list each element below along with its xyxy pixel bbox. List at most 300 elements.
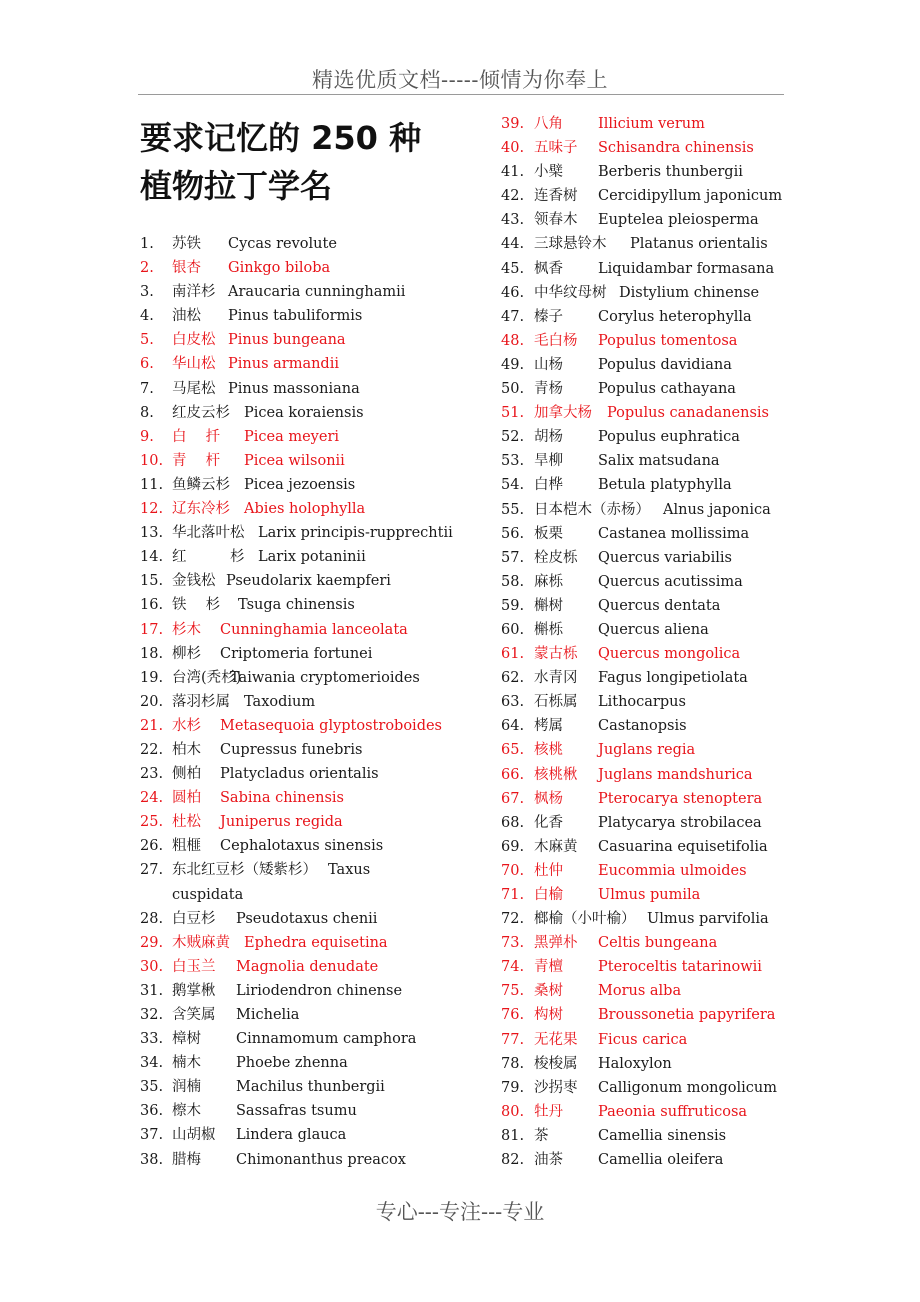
title-line-2: 植物拉丁学名 [140, 167, 333, 205]
plant-list-item [501, 690, 801, 714]
plant-list-item [501, 449, 801, 473]
latin-name: Betula platyphylla [598, 477, 732, 494]
plant-list-item [501, 979, 801, 1003]
chinese-name: 五味子 [534, 140, 578, 157]
chinese-name: 杉木 [172, 621, 201, 638]
chinese-name: 石栎属 [534, 694, 578, 711]
plant-list-item [140, 1003, 470, 1027]
item-number: 41. [501, 164, 525, 181]
plant-list-item [140, 304, 470, 328]
chinese-name: 榔榆（小叶榆） [534, 911, 636, 928]
latin-name: Cupressus funebris [220, 741, 363, 758]
plant-list-item [140, 1075, 470, 1099]
chinese-name: 侧柏 [172, 766, 201, 783]
latin-name: Ulmus pumila [598, 887, 701, 903]
plant-list-item [140, 1123, 470, 1147]
item-number: 40. [501, 140, 525, 157]
item-number: 35. [140, 1079, 164, 1096]
item-number: 70. [501, 862, 525, 879]
item-number: 14. [140, 549, 164, 566]
latin-name: Pseudolarix kaempferi [226, 573, 391, 590]
item-number: 43. [501, 212, 525, 229]
latin-name: Ulmus parvifolia [647, 911, 769, 928]
plant-list-item [501, 232, 801, 256]
latin-name: Liriodendron chinense [236, 982, 403, 999]
plant-list-item [140, 834, 470, 858]
latin-name: Castanopsis [598, 718, 687, 735]
item-number: 19. [140, 669, 164, 686]
latin-name: Celtis bungeana [598, 935, 718, 952]
chinese-name: 油松 [172, 308, 201, 325]
plant-list-item [501, 594, 801, 618]
chinese-name: 梭梭属 [534, 1055, 578, 1072]
latin-name: Machilus thunbergii [236, 1079, 385, 1096]
chinese-name: 鱼鳞云杉 [172, 476, 230, 493]
chinese-name: 红皮云杉 [172, 404, 230, 421]
chinese-name: 连香树 [534, 188, 578, 205]
plant-list-item [501, 714, 801, 738]
chinese-name: 胡杨 [534, 429, 563, 446]
item-number: 51. [501, 405, 525, 422]
latin-name: Eucommia ulmoides [598, 862, 747, 879]
latin-name: Pseudotaxus chenii [236, 910, 378, 927]
latin-name: Sabina chinensis [220, 790, 344, 807]
chinese-name: 白玉兰 [172, 958, 216, 975]
latin-name: Paeonia suffruticosa [598, 1103, 748, 1120]
latin-name: Calligonum mongolicum [598, 1079, 778, 1096]
plant-list-item [501, 112, 801, 136]
chinese-name: 加拿大杨 [534, 405, 592, 422]
item-number: 26. [140, 838, 164, 855]
item-number: 71. [501, 887, 525, 903]
latin-name: Sassafras tsumu [236, 1103, 357, 1120]
plant-list-item [140, 256, 470, 280]
chinese-name: 苏铁 [172, 236, 201, 252]
item-number: 74. [501, 959, 525, 976]
chinese-name: 牡丹 [534, 1103, 563, 1120]
latin-name: Alnus japonica [663, 501, 771, 518]
plant-list-item [140, 979, 470, 1003]
latin-name: Pinus massoniana [228, 380, 360, 397]
plant-list-item [501, 883, 801, 907]
latin-name: Cercidipyllum japonicum [598, 188, 783, 205]
item-number: 54. [501, 477, 525, 494]
latin-name: Quercus aliena [598, 621, 709, 638]
latin-name: Haloxylon [598, 1055, 672, 1072]
chinese-name: 板栗 [534, 525, 563, 542]
item-number: 27. [140, 862, 164, 879]
item-number: 60. [501, 621, 525, 638]
chinese-name: 毛白杨 [534, 332, 578, 349]
plant-list-item [501, 401, 801, 425]
item-number: 12. [140, 501, 164, 518]
item-number: 8. [140, 404, 154, 421]
plant-list-item [501, 305, 801, 329]
latin-name: Camellia oleifera [598, 1152, 724, 1169]
plant-list-item [501, 1028, 801, 1052]
plant-list-item [501, 859, 801, 883]
page-header: 精选优质文档-----倾情为你奉上 [312, 68, 608, 92]
latin-name: Euptelea pleiosperma [598, 212, 759, 229]
chinese-name: 柏木 [172, 741, 201, 758]
left-plant-list [140, 232, 470, 1172]
latin-name: Platycarya strobilacea [598, 814, 762, 831]
plant-list-item [140, 786, 470, 810]
latin-name: Criptomeria fortunei [220, 645, 373, 662]
chinese-name: 枫杨 [534, 790, 563, 807]
item-number: 28. [140, 910, 164, 927]
latin-name: Araucaria cunninghamii [228, 284, 406, 301]
item-number: 30. [140, 958, 164, 975]
plant-list-item [501, 1124, 801, 1148]
page-footer: 专心---专注---专业 [375, 1200, 545, 1224]
chinese-name: 蒙古栎 [534, 646, 578, 663]
item-number: 72. [501, 911, 525, 928]
plant-list-item [501, 281, 801, 305]
plant-list-item [501, 642, 801, 666]
chinese-name: 华北落叶松 [172, 525, 245, 542]
latin-name: Broussonetia papyrifera [598, 1007, 776, 1024]
plant-list-item [501, 618, 801, 642]
item-number: 42. [501, 188, 525, 205]
item-number: 31. [140, 982, 164, 999]
plant-list-item [140, 473, 470, 497]
plant-list-item [140, 618, 470, 642]
item-number: 52. [501, 429, 525, 446]
item-number: 48. [501, 332, 525, 349]
chinese-name: 楠木 [172, 1055, 201, 1072]
chinese-name: 三球悬铃木 [534, 236, 607, 253]
chinese-name: 木麻黄 [534, 838, 578, 855]
latin-name: Populus davidiana [598, 356, 732, 373]
plant-list-item [140, 593, 470, 617]
chinese-name: 水杉 [172, 717, 201, 734]
chinese-name: 落羽杉属 [172, 693, 230, 710]
plant-list-item [501, 208, 801, 232]
chinese-name: 油茶 [534, 1152, 563, 1169]
chinese-name: 桑树 [534, 983, 563, 1000]
item-number: 6. [140, 356, 154, 373]
chinese-name: 沙拐枣 [534, 1079, 578, 1096]
chinese-name: 粗榧 [172, 838, 201, 855]
item-number: 36. [140, 1103, 164, 1120]
item-number: 13. [140, 525, 164, 542]
plant-list-item [140, 569, 470, 593]
item-number: 39. [501, 116, 525, 132]
latin-name: Schisandra chinensis [598, 140, 754, 157]
latin-name: Magnolia denudate [236, 958, 379, 975]
item-number: 4. [140, 308, 154, 325]
latin-name: Quercus mongolica [598, 646, 741, 663]
plant-list-item [140, 642, 470, 666]
latin-name: Populus euphratica [598, 429, 740, 446]
chinese-name: 木贼麻黄 [172, 934, 230, 951]
plant-list-item [501, 473, 801, 497]
item-number: 59. [501, 597, 525, 614]
latin-name: Juniperus regida [220, 814, 343, 831]
latin-name: Lindera glauca [236, 1127, 347, 1144]
chinese-name: 山胡椒 [172, 1127, 216, 1144]
plant-list-item [501, 546, 801, 570]
latin-name: Metasequoia glyptostroboides [220, 717, 442, 734]
item-number: 20. [140, 693, 164, 710]
chinese-name: 无花果 [534, 1031, 578, 1048]
chinese-name: 红 杉 [172, 549, 245, 566]
latin-name: Pinus armandii [228, 356, 339, 373]
latin-name: Cycas revolute [228, 236, 337, 252]
latin-name: Picea koraiensis [244, 404, 364, 421]
latin-name: Platycladus orientalis [220, 766, 379, 783]
latin-name: Liquidambar formasana [598, 260, 775, 277]
latin-name: Quercus acutissima [598, 573, 743, 590]
plant-list-item [140, 425, 470, 449]
chinese-name: 杜松 [172, 814, 201, 831]
plant-list-item [140, 497, 470, 521]
plant-list-item [501, 666, 801, 690]
plant-list-item [140, 401, 470, 425]
latin-name: Ficus carica [598, 1031, 688, 1048]
chinese-name: 杜仲 [534, 862, 563, 879]
item-number: 22. [140, 741, 164, 758]
latin-name: Populus tomentosa [598, 332, 738, 349]
item-number: 15. [140, 573, 164, 590]
plant-list-item [501, 425, 801, 449]
chinese-name: 青 杆 [172, 452, 221, 469]
title-line-1: 要求记忆的 250 种 [140, 119, 422, 157]
item-number: 24. [140, 790, 164, 807]
item-number: 66. [501, 766, 525, 783]
item-number: 75. [501, 983, 525, 1000]
latin-name: Corylus heterophylla [598, 308, 752, 325]
item-number: 18. [140, 645, 164, 662]
chinese-name: 山杨 [534, 356, 563, 373]
chinese-name: 核桃楸 [534, 766, 578, 783]
latin-name: Taxodium [244, 693, 316, 710]
plant-list-item [501, 931, 801, 955]
latin-name: Pteroceltis tatarinowii [598, 959, 762, 976]
latin-name: Picea meyeri [244, 428, 340, 445]
plant-list-item [140, 690, 470, 714]
latin-name: Pterocarya stenoptera [598, 790, 763, 807]
item-number: 81. [501, 1127, 525, 1144]
latin-name: Quercus dentata [598, 597, 721, 614]
chinese-name: 含笑属 [172, 1007, 216, 1023]
item-number: 80. [501, 1103, 525, 1120]
item-number: 3. [140, 284, 154, 301]
item-number: 47. [501, 308, 525, 325]
chinese-name: 白皮松 [172, 332, 216, 349]
plant-list-item [140, 521, 470, 545]
chinese-name: 华山松 [172, 356, 216, 373]
latin-name: Picea wilsonii [244, 452, 345, 469]
plant-list-item [501, 136, 801, 160]
chinese-name: 润楠 [172, 1079, 201, 1096]
plant-list-item [501, 570, 801, 594]
plant-list-item [501, 522, 801, 546]
item-number: 2. [140, 260, 154, 277]
chinese-name: 白桦 [534, 477, 563, 494]
chinese-name: 构树 [534, 1007, 563, 1024]
latin-name: Larix potaninii [258, 549, 366, 566]
chinese-name: 铁 杉 [172, 597, 221, 614]
chinese-name: 马尾松 [172, 380, 216, 397]
chinese-name: 日本桤木（赤杨） [534, 501, 650, 518]
item-number: 37. [140, 1127, 164, 1144]
latin-name: Taxus cuspidata [172, 862, 371, 903]
chinese-name: 白豆杉 [172, 910, 216, 927]
item-number: 78. [501, 1055, 525, 1072]
chinese-name: 东北红豆杉（矮紫杉） [172, 862, 317, 879]
latin-name: Castanea mollissima [598, 525, 750, 542]
item-number: 73. [501, 935, 525, 952]
item-number: 1. [140, 236, 154, 252]
latin-name: Chimonanthus preacox [236, 1151, 406, 1168]
item-number: 29. [140, 934, 164, 951]
item-number: 55. [501, 501, 525, 518]
plant-list-item [501, 1076, 801, 1100]
chinese-name: 青杨 [534, 381, 563, 398]
item-number: 69. [501, 838, 525, 855]
plant-list-item [501, 787, 801, 811]
chinese-name: 水青冈 [534, 670, 578, 687]
latin-name: Platanus orientalis [630, 236, 768, 253]
plant-list-item [501, 907, 801, 931]
item-number: 7. [140, 380, 154, 397]
latin-name: Morus alba [598, 983, 682, 1000]
item-number: 65. [501, 742, 525, 759]
item-number: 45. [501, 260, 525, 277]
chinese-name: 栓皮栎 [534, 549, 578, 566]
plant-list-item [140, 377, 470, 401]
plant-list-item [140, 352, 470, 376]
latin-name: Cinnamomum camphora [236, 1031, 417, 1048]
latin-name: Populus cathayana [598, 381, 736, 398]
chinese-name: 柳杉 [172, 645, 201, 662]
item-number: 77. [501, 1031, 525, 1048]
latin-name: Juglans regia [598, 742, 696, 759]
item-number: 9. [140, 428, 154, 445]
plant-list-item [140, 280, 470, 304]
plant-list-item [501, 835, 801, 859]
latin-name: Cunninghamia lanceolata [220, 621, 408, 638]
latin-name: Pinus bungeana [228, 332, 346, 349]
item-number: 32. [140, 1007, 164, 1023]
item-number: 58. [501, 573, 525, 590]
chinese-name: 南洋杉 [172, 284, 216, 301]
item-number: 10. [140, 452, 164, 469]
item-number: 49. [501, 356, 525, 373]
plant-list-item [140, 328, 470, 352]
plant-list-item [501, 955, 801, 979]
chinese-name: 腊梅 [172, 1151, 201, 1168]
item-number: 38. [140, 1151, 164, 1168]
plant-list-item [501, 184, 801, 208]
header-divider [138, 94, 784, 95]
latin-name: Ephedra equisetina [244, 934, 388, 951]
item-number: 44. [501, 236, 525, 253]
plant-list-item [501, 329, 801, 353]
item-number: 53. [501, 453, 525, 470]
chinese-name: 八角 [534, 116, 563, 132]
item-number: 21. [140, 717, 164, 734]
plant-list-item [140, 858, 470, 906]
latin-name: Picea jezoensis [244, 476, 356, 493]
chinese-name: 槲树 [534, 597, 563, 614]
item-number: 25. [140, 814, 164, 831]
item-number: 33. [140, 1031, 164, 1048]
plant-list-item [501, 811, 801, 835]
item-number: 16. [140, 597, 164, 614]
chinese-name: 银杏 [172, 260, 201, 277]
document-title [140, 114, 460, 210]
chinese-name: 麻栎 [534, 573, 563, 590]
plant-list-item [140, 232, 470, 256]
plant-list-item [140, 762, 470, 786]
chinese-name: 檫木 [172, 1103, 201, 1120]
chinese-name: 中华纹母树 [534, 284, 607, 301]
item-number: 63. [501, 694, 525, 711]
item-number: 11. [140, 476, 164, 493]
latin-name: Phoebe zhenna [236, 1055, 348, 1072]
right-plant-list [501, 112, 801, 1172]
chinese-name: 青檀 [534, 959, 563, 976]
item-number: 68. [501, 814, 525, 831]
item-number: 50. [501, 381, 525, 398]
latin-name: Quercus variabilis [598, 549, 732, 566]
latin-name: Salix matsudana [598, 453, 720, 470]
plant-list-item [501, 160, 801, 184]
latin-name: Abies holophylla [244, 501, 366, 518]
item-number: 61. [501, 646, 525, 663]
plant-list-item [501, 377, 801, 401]
latin-name: Tsuga chinensis [238, 597, 355, 614]
plant-list-item [140, 449, 470, 473]
plant-list-item [140, 955, 470, 979]
chinese-name: 黑弹朴 [534, 935, 578, 952]
chinese-name: 白 扦 [172, 428, 221, 445]
latin-name: Larix principis-rupprechtii [258, 525, 453, 542]
plant-list-item [501, 257, 801, 281]
item-number: 67. [501, 790, 525, 807]
plant-list-item [501, 1003, 801, 1027]
plant-list-item [501, 353, 801, 377]
latin-name: Distylium chinense [619, 284, 760, 301]
latin-name: Pinus tabuliformis [228, 308, 363, 325]
latin-name: Casuarina equisetifolia [598, 838, 768, 855]
item-number: 79. [501, 1079, 525, 1096]
plant-list-item [140, 666, 470, 690]
plant-list-item [140, 810, 470, 834]
chinese-name: 茶 [534, 1127, 549, 1144]
latin-name: Lithocarpus [598, 694, 686, 711]
latin-name: Fagus longipetiolata [598, 670, 748, 687]
item-number: 46. [501, 284, 525, 301]
chinese-name: 领春木 [534, 212, 578, 229]
chinese-name: 化香 [534, 814, 563, 831]
chinese-name: 槲栎 [534, 621, 563, 638]
plant-list-item [140, 1148, 470, 1172]
chinese-name: 台湾(秃杉) [172, 669, 242, 686]
latin-name: Populus canadanensis [607, 405, 769, 422]
chinese-name: 白榆 [534, 887, 563, 903]
latin-name: Berberis thunbergii [598, 164, 743, 181]
latin-name: Juglans mandshurica [598, 766, 753, 783]
chinese-name: 圆柏 [172, 790, 201, 807]
item-number: 64. [501, 718, 525, 735]
latin-name: Taiwania cryptomerioides [230, 669, 420, 686]
chinese-name: 樟树 [172, 1031, 201, 1048]
plant-list-item [140, 1051, 470, 1075]
